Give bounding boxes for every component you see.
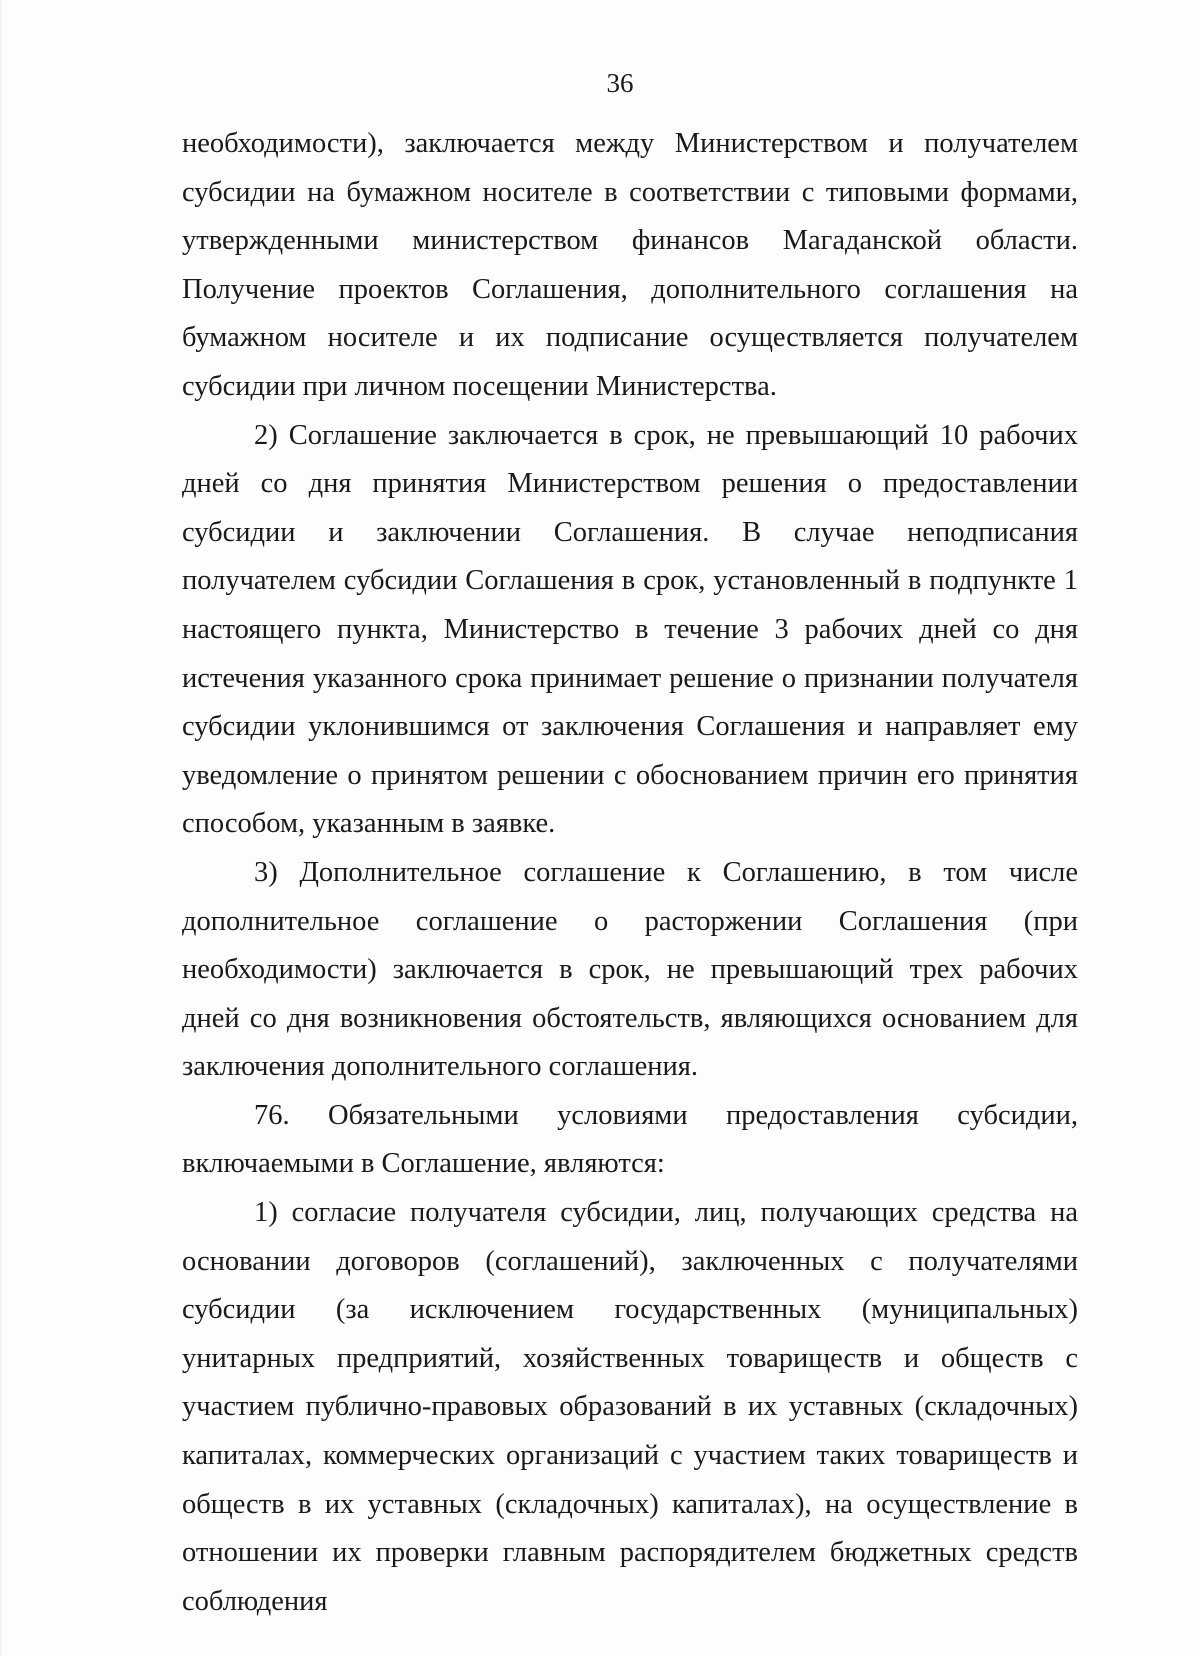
paragraph-continuation: необходимости), заключается между Министерством и получателем субсидии на бумажном носителе в соответствии с типовыми формами, утвержденными министерством финансов Магаданской области. Получение проектов Соглашения, дополнительного соглашения на бумажном носителе и их подписание осуществляется получателем субсидии при личном посещении Министерства. [182, 128, 1078, 402]
page-number: 36 [606, 68, 634, 98]
document-body [182, 120, 1078, 1626]
scan-edge [0, 0, 2, 1656]
paragraph-subitem-2: 2) Соглашение заключается в срок, не превышающий 10 рабочих дней со дня принятия Министерством решения о предоставлении субсидии и заключении Соглашения. В случае неподписания получателем субсидии Соглашения в срок, установленный в подпункте 1 настоящего пункта, Министерство в течение 3 рабочих дней со дня истечения указанного срока принимает решение о признании получателя субсидии уклонившимся от заключения Соглашения и направляет ему уведомление о принятом решении с обоснованием причин его принятия способом, указанным в заявке. [182, 419, 1078, 840]
paragraph-subitem-1: 1) согласие получателя субсидии, лиц, получающих средства на основании договоров (соглашений), заключенных с получателями субсидии (за исключением государственных (муниципальных) унитарных предприятий, хозяйственных товариществ и обществ с участием публично-правовых образований в их уставных (складочных) капиталах, коммерческих организаций с участием таких товариществ и обществ в их уставных (складочных) капиталах), на осуществление в отношении их проверки главным распорядителем бюджетных средств соблюдения [182, 1197, 1078, 1617]
paragraph-item-76: 76. Обязательными условиями предоставления субсидии, включаемыми в Соглашение, являются: [182, 1099, 1078, 1180]
paragraph-subitem-3: 3) Дополнительное соглашение к Соглашению, в том числе дополнительное соглашение о расторжении Соглашения (при необходимости) заключается в срок, не превышающий трех рабочих дней со дня возникновения обстоятельств, являющихся основанием для заключения дополнительного соглашения. [182, 856, 1078, 1083]
